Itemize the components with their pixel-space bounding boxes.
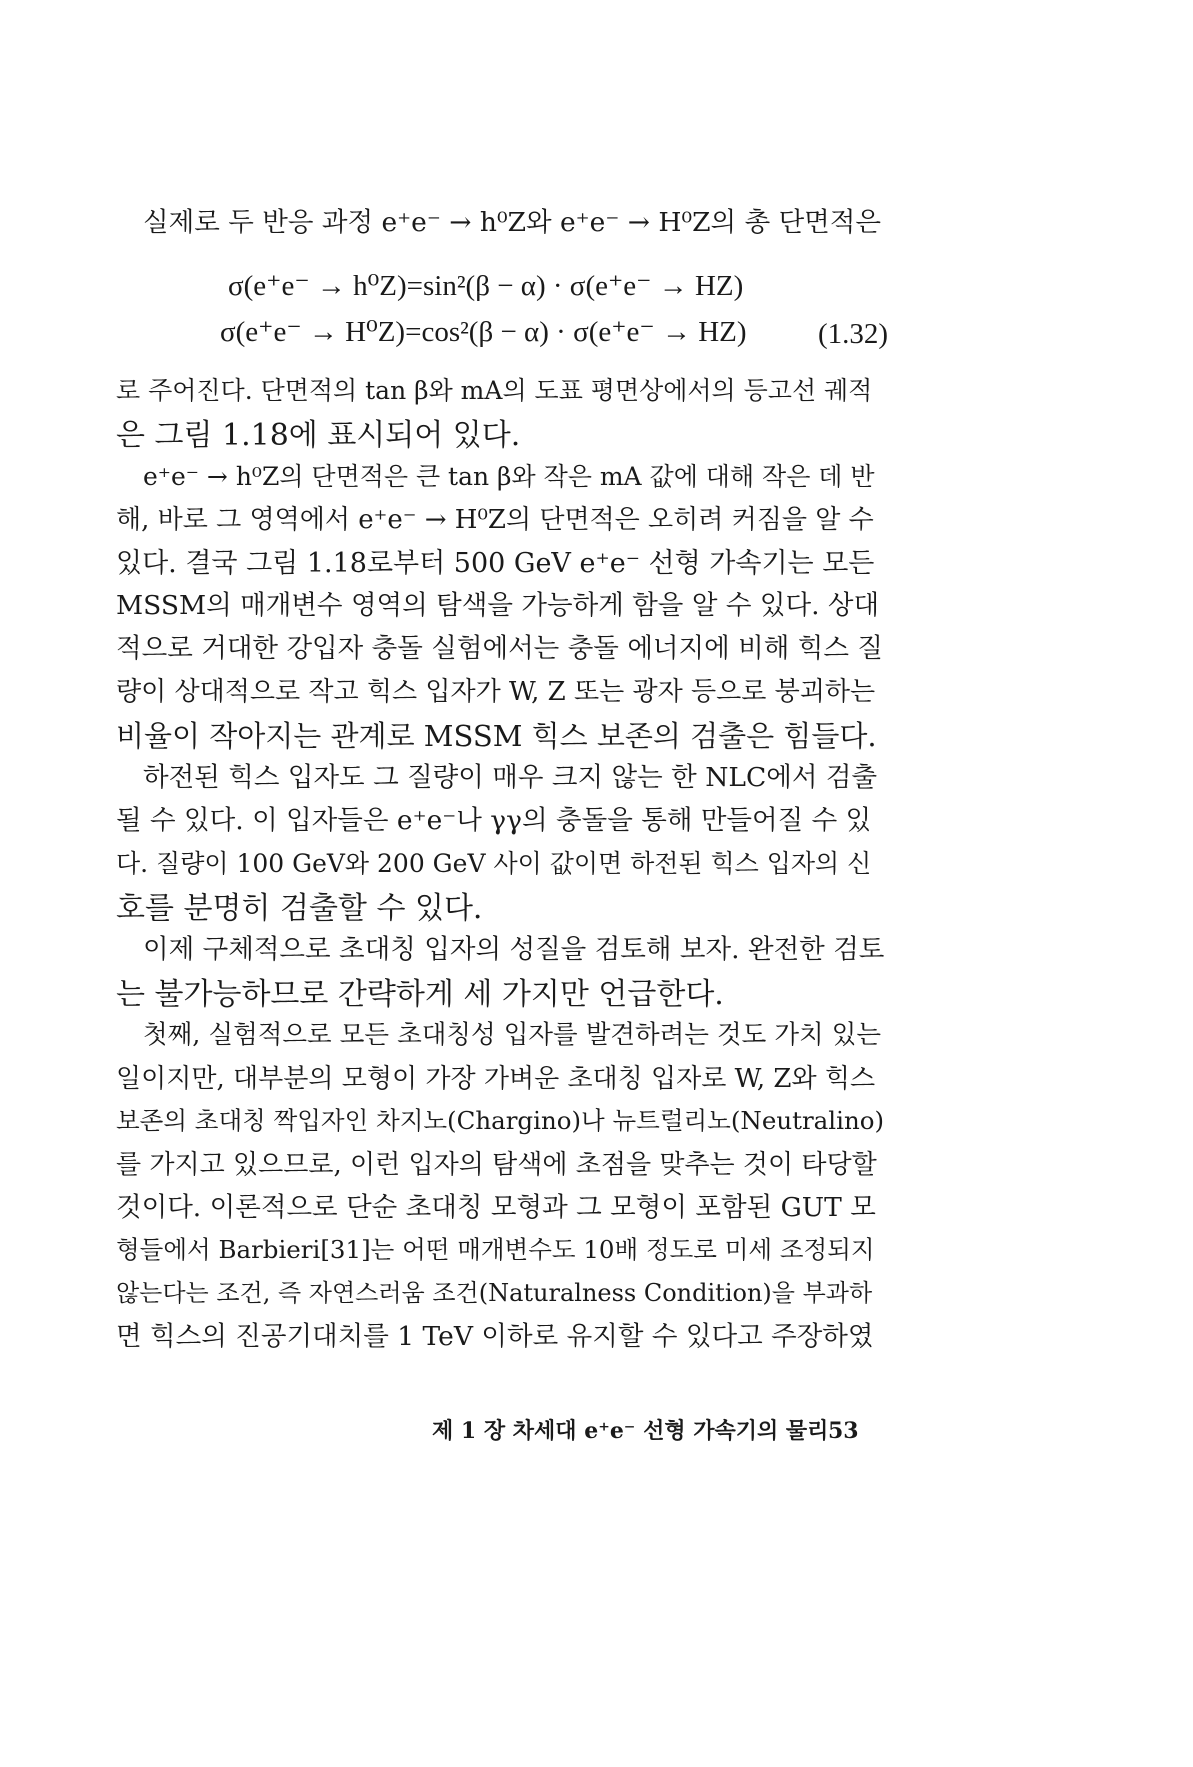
equation-number: (1.32) — [818, 318, 889, 350]
body-line: 호를 분명히 검출할 수 있다. — [116, 891, 483, 926]
body-line: 량이 상대적으로 작고 힉스 입자가 W, Z 또는 광자 등으로 붕괴하는 — [116, 677, 876, 707]
body-line: 로 주어진다. 단면적의 tan β와 mA의 도표 평면상에서의 등고선 궤적 — [116, 376, 873, 405]
equation-1: σ(e⁺e⁻ → h⁰Z)=sin²(β − α) · σ(e⁺e⁻ → HZ) — [228, 270, 744, 302]
body-line: 않는다는 조건, 즉 자연스러움 조건(Naturalness Condition)을 부과하 — [116, 1279, 873, 1307]
body-line: 형들에서 Barbieri[31]는 어떤 매개변수도 10배 정도로 미세 조정되지 — [116, 1235, 875, 1264]
body-line: 일이지만, 대부분의 모형이 가장 가벼운 초대칭 입자로 W, Z와 힉스 — [116, 1064, 876, 1094]
body-line: 보존의 초대칭 짝입자인 차지노(Chargino)나 뉴트럴리노(Neutralino) — [116, 1106, 885, 1135]
body-line-intro: 실제로 두 반응 과정 e⁺e⁻ → h⁰Z와 e⁺e⁻ → H⁰Z의 총 단면적은 — [143, 207, 881, 238]
body-line: 이제 구체적으로 초대칭 입자의 성질을 검토해 보자. 완전한 검토 — [143, 934, 885, 965]
body-line: 비율이 작아지는 관계로 MSSM 힉스 보존의 검출은 힘들다. — [116, 719, 877, 753]
body-line: 하전된 힉스 입자도 그 질량이 매우 크지 않는 한 NLC에서 검출 — [143, 762, 878, 793]
body-line: 다. 질량이 100 GeV와 200 GeV 사이 값이면 하전된 힉스 입자의 신 — [116, 849, 872, 878]
body-line: 는 불가능하므로 간략하게 세 가지만 언급한다. — [116, 977, 724, 1012]
body-line: 해, 바로 그 영역에서 e⁺e⁻ → H⁰Z의 단면적은 오히려 커짐을 알 수 — [116, 505, 874, 535]
equation-2: σ(e⁺e⁻ → H⁰Z)=cos²(β − α) · σ(e⁺e⁻ → HZ) — [220, 316, 747, 348]
body-line: 적으로 거대한 강입자 충돌 실험에서는 충돌 에너지에 비해 힉스 질 — [116, 633, 883, 664]
body-line: MSSM의 매개변수 영역의 탐색을 가능하게 함을 알 수 있다. 상대 — [116, 590, 880, 621]
body-line: 있다. 결국 그림 1.18로부터 500 GeV e⁺e⁻ 선형 가속기는 모든 — [116, 548, 875, 579]
body-line: 은 그림 1.18에 표시되어 있다. — [116, 418, 521, 453]
body-line: 첫째, 실험적으로 모든 초대칭성 입자를 발견하려는 것도 가치 있는 — [143, 1020, 882, 1050]
body-line: 될 수 있다. 이 입자들은 e⁺e⁻나 γγ의 충돌을 통해 만들어질 수 있 — [116, 805, 872, 836]
body-line: 를 가지고 있으므로, 이런 입자의 탐색에 초점을 맞추는 것이 타당할 — [116, 1150, 877, 1180]
page-number: 53 — [828, 1418, 859, 1444]
body-line: 것이다. 이론적으로 단순 초대칭 모형과 그 모형이 포함된 GUT 모 — [116, 1192, 876, 1223]
running-head: 제 1 장 차세대 e⁺e⁻ 선형 가속기의 물리 — [432, 1418, 829, 1444]
body-line: 면 힉스의 진공기대치를 1 TeV 이하로 유지할 수 있다고 주장하였 — [116, 1321, 874, 1352]
body-line: e⁺e⁻ → h⁰Z의 단면적은 큰 tan β와 작은 mA 값에 대해 작은 데 반 — [143, 462, 875, 491]
